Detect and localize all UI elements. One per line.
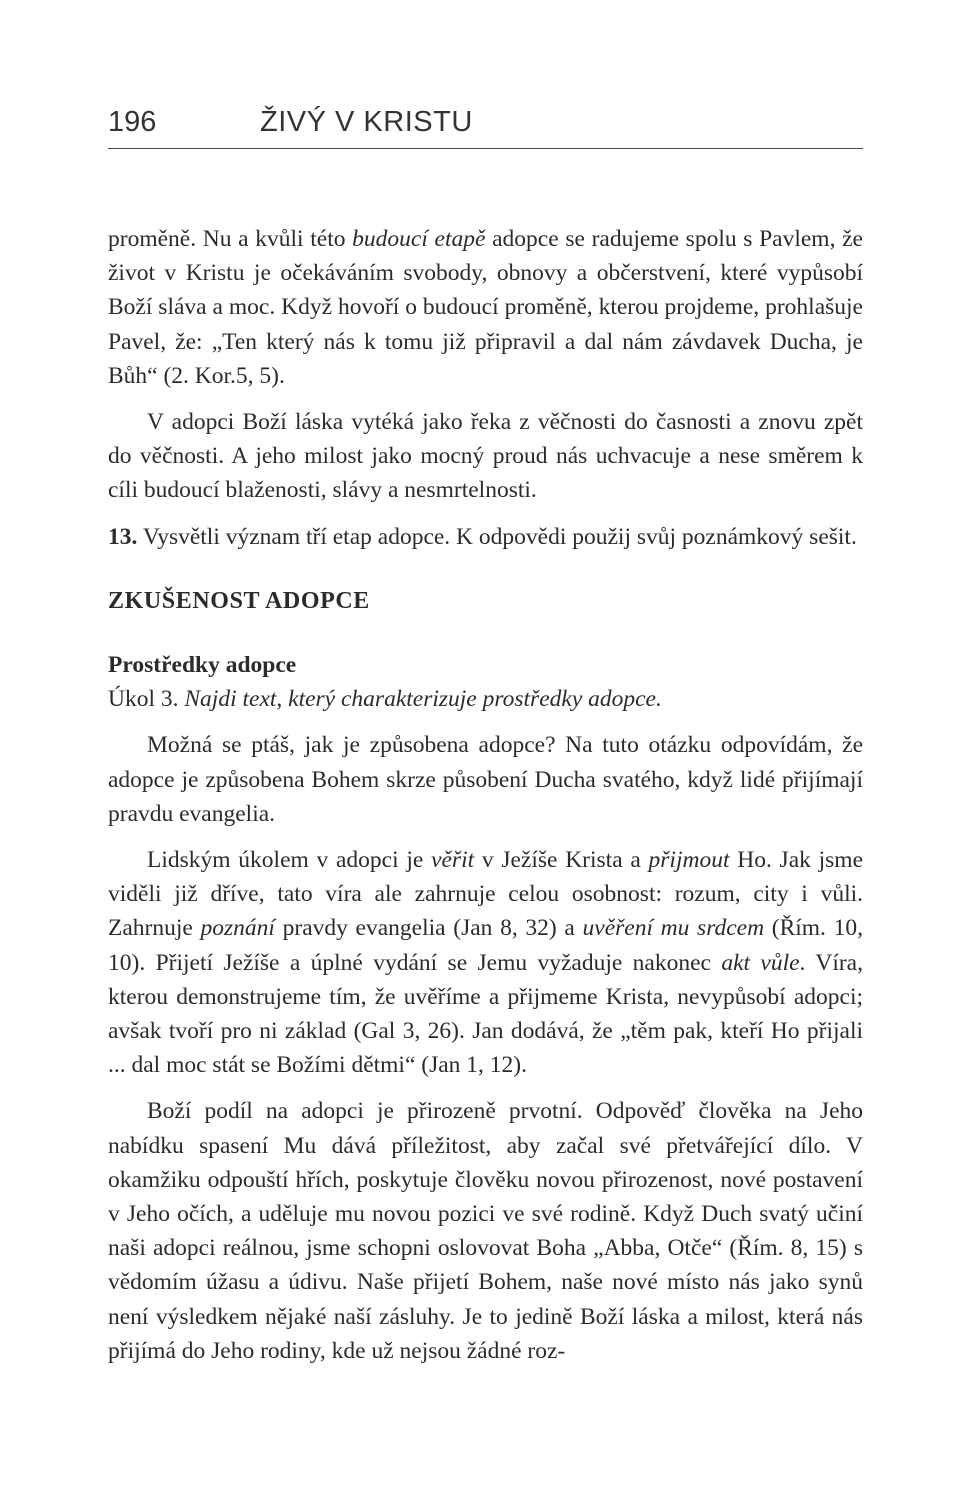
paragraph-4-emphasis-prijmout: přijmout [648,847,730,874]
paragraph-1-text-b: adopce se radujeme spolu s Pavlem, že život v Kristu je očekáváním svobody, obnovy a občerstvení, které vypůsobí Boží sláva a moc. Když hovoří o budoucí proměně, kterou projdeme, prohlašuje Pavel, že: „Ten který nás k tomu již připravil a dal nám závdavek Ducha, je Bůh“ (2. Kor.5, 5). [108,226,863,389]
page-body [108,222,863,1368]
question-13 [108,520,863,554]
section-title: ZKUŠENOST ADOPCE [108,587,370,614]
book-title: ŽIVÝ V KRISTU [260,106,473,138]
question-text: Vysvětli význam tří etap adopce. K odpovědi použij svůj poznámkový sešit. [137,523,857,550]
paragraph-4-text-k: . Víra, kterou demonstrujeme tím, že uvěříme a přijmeme Krista, nevypůsobí adopci; avšak tvoří pro ni základ (Gal 3, 26). Jan dodává, že „těm pak, kteří Ho přijali ... dal moc stát se Božími dětmi“ (Jan 1, 12). [108,949,863,1079]
paragraph-4 [108,843,863,1082]
task-text: Najdi text, který charakterizuje prostředky adopce. [184,686,662,713]
paragraph-4-text-i: (Řím. 10, 10). Přijetí Ježíše a úplné vydání se Jemu vyžaduje nakonec [108,915,863,976]
paragraph-1-text-a: proměně. Nu a kvůli této [108,226,353,252]
paragraph-4-emphasis-uvereni: uvěření mu srdcem [582,915,765,942]
question-number: 13. [108,523,138,550]
paragraph-5: Boží podíl na adopci je přirozeně prvotní. Odpověď člověka na Jeho nabídku spasení Mu dává příležitost, aby začal své přetvářející dílo. V okamžiku odpouští hřích, poskytuje člověku novou přirozenost, nové postavení v Jeho očích, a uděluje mu novou pozici ve své rodině. Když Duch svatý učiní naši adopci reálnou, jsme schopni oslovovat Boha „Abba, Otče“ (Řím. 8, 15) s vědomím úžasu a údivu. Naše přijetí Bohem, naše nové místo nás jako synů není výsledkem nějaké naší zásluhy. Je to jedině Boží láska a milost, která nás přijímá do Jeho rodiny, kde už nejsou žádné roz- [108,1098,863,1364]
paragraph-4-text-g: pravdy evangelia (Jan 8, 32) a [274,915,583,942]
task-3 [108,682,863,716]
paragraph-4-emphasis-akt-vule: akt vůle [721,949,800,976]
paragraph-1 [108,222,863,393]
paragraph-2: V adopci Boží láska vytéká jako řeka z věčnosti do časnosti a znovu zpět do věčnosti. A jeho milost jako mocný proud nás uchvacuje a nese směrem k cíli budoucí blaženosti, slávy a nesmrtelnosti. [108,409,863,504]
paragraph-4-emphasis-verit: věřit [431,847,475,874]
paragraph-4-text-e: Ho. Jak jsme viděli již dříve, tato víra ale zahrnuje celou osobnost: rozum, city i vůli. Zahrnuje [108,847,863,942]
running-header [108,100,863,149]
subsection-title: Prostředky adopce [108,652,297,679]
paragraph-4-text-a: Lidským úkolem v adopci je [147,847,432,874]
page-number: 196 [108,106,157,138]
paragraph-3: Možná se ptáš, jak je způsobena adopce? Na tuto otázku odpovídám, že adopce je způsobena Bohem skrze působení Ducha svatého, když lidé přijímají pravdu evangelia. [108,732,863,827]
paragraph-4-text-c: v Ježíše Krista a [474,847,649,874]
paragraph-4-emphasis-poznani: poznání [200,915,275,942]
paragraph-1-emphasis: budoucí etapě [352,226,486,252]
task-label: Úkol 3. [108,686,185,713]
